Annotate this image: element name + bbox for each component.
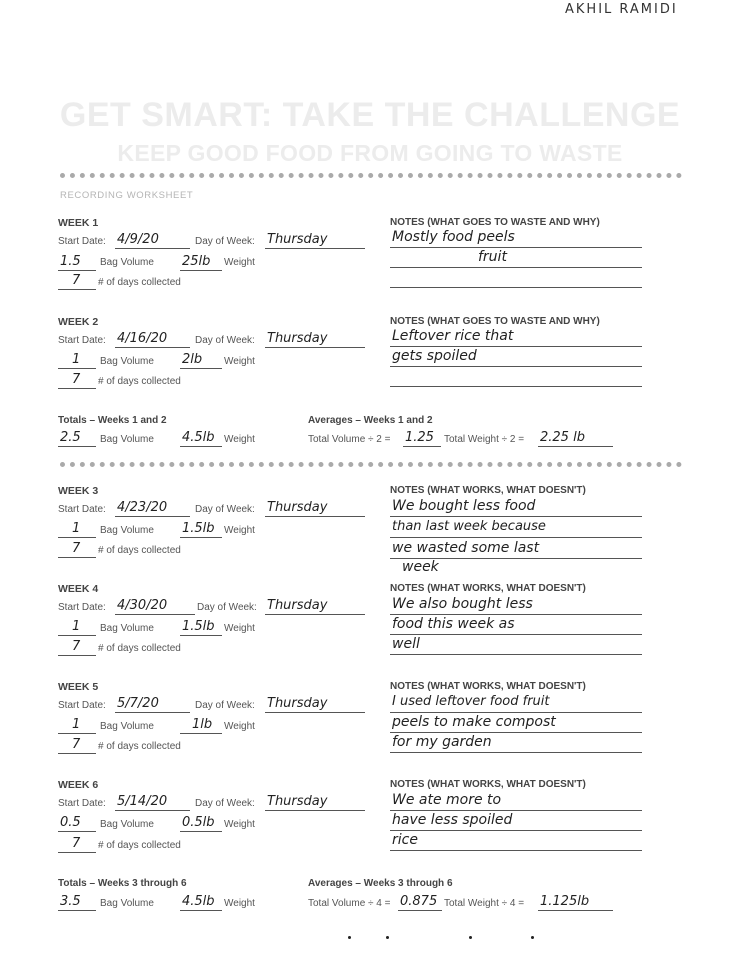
bag-volume-label: Bag Volume	[100, 356, 154, 367]
totals-1-2-bag-volume[interactable]: 2.5	[58, 430, 96, 447]
week-2-notes-heading: NOTES (WHAT GOES TO WASTE AND WHY)	[390, 316, 600, 327]
totals-1-2-weight[interactable]: 4.5lb	[180, 430, 222, 447]
total-weight-div4-label: Total Weight ÷ 4 =	[444, 898, 525, 909]
day-of-week-label: Day of Week:	[195, 504, 255, 515]
week-4-note-line-2[interactable]: food this week as	[390, 615, 642, 635]
averages-1-2-volume[interactable]: 1.25	[403, 430, 441, 447]
week-1-title: WEEK 1	[58, 217, 99, 229]
weight-label: Weight	[224, 623, 255, 634]
week-5-notes-heading: NOTES (WHAT WORKS, WHAT DOESN'T)	[390, 681, 586, 692]
dotted-divider	[60, 462, 682, 467]
weight-label: Weight	[224, 721, 255, 732]
start-date-label: Start Date:	[58, 236, 106, 247]
bag-volume-label: Bag Volume	[100, 257, 154, 268]
dotted-divider	[60, 173, 682, 178]
week-1-bag-volume[interactable]: 1.5	[58, 254, 96, 271]
week-2-days[interactable]: 7	[58, 372, 96, 389]
week-3-bag-volume[interactable]: 1	[58, 521, 96, 538]
week-4-weight[interactable]: 1.5lb	[180, 619, 222, 636]
stray-dot	[348, 936, 351, 939]
averages-3-6-title: Averages – Weeks 3 through 6	[308, 878, 453, 889]
week-5-day[interactable]: Thursday	[265, 696, 365, 713]
days-collected-label: # of days collected	[98, 741, 181, 752]
total-volume-div2-label: Total Volume ÷ 2 =	[308, 434, 391, 445]
averages-3-6-volume[interactable]: 0.875	[398, 894, 442, 911]
week-1-days[interactable]: 7	[58, 273, 96, 290]
bag-volume-label: Bag Volume	[100, 623, 154, 634]
totals-1-2-title: Totals – Weeks 1 and 2	[58, 415, 167, 426]
start-date-label: Start Date:	[58, 504, 106, 515]
week-4-note-line-1[interactable]: We also bought less	[390, 595, 642, 615]
day-of-week-label: Day of Week:	[195, 700, 255, 711]
week-3-days[interactable]: 7	[58, 541, 96, 558]
days-collected-label: # of days collected	[98, 545, 181, 556]
weight-label: Weight	[224, 898, 255, 909]
week-6-weight[interactable]: 0.5lb	[180, 815, 222, 832]
weight-label: Weight	[224, 356, 255, 367]
week-2-note-line-3[interactable]	[390, 367, 642, 387]
week-4-days[interactable]: 7	[58, 639, 96, 656]
week-3-title: WEEK 3	[58, 485, 99, 497]
weight-label: Weight	[224, 257, 255, 268]
averages-3-6-weight[interactable]: 1.125lb	[538, 894, 613, 911]
week-6-title: WEEK 6	[58, 779, 99, 791]
week-6-day[interactable]: Thursday	[265, 794, 365, 811]
stray-dot	[386, 936, 389, 939]
week-3-note-line-1[interactable]: We bought less food	[390, 497, 642, 517]
stray-dot	[469, 936, 472, 939]
week-6-bag-volume[interactable]: 0.5	[58, 815, 96, 832]
week-5-start-date[interactable]: 5/7/20	[115, 696, 190, 713]
totals-3-6-bag-volume[interactable]: 3.5	[58, 894, 96, 911]
bag-volume-label: Bag Volume	[100, 819, 154, 830]
week-4-day[interactable]: Thursday	[265, 598, 365, 615]
worksheet-label: RECORDING WORKSHEET	[60, 190, 194, 201]
week-6-start-date[interactable]: 5/14/20	[115, 794, 190, 811]
page-subtitle: KEEP GOOD FOOD FROM GOING TO WASTE	[117, 140, 623, 166]
week-2-note-line-1[interactable]: Leftover rice that	[390, 327, 642, 347]
week-3-note-line-4: week	[402, 559, 439, 575]
days-collected-label: # of days collected	[98, 277, 181, 288]
day-of-week-label: Day of Week:	[197, 602, 257, 613]
week-6-note-line-3[interactable]: rice	[390, 831, 642, 851]
week-5-note-line-1[interactable]: I used leftover food fruit	[390, 693, 642, 713]
weight-label: Weight	[224, 525, 255, 536]
week-2-bag-volume[interactable]: 1	[58, 352, 96, 369]
week-1-notes-heading: NOTES (WHAT GOES TO WASTE AND WHY)	[390, 217, 600, 228]
week-4-title: WEEK 4	[58, 583, 99, 595]
week-6-note-line-1[interactable]: We ate more to	[390, 791, 642, 811]
week-1-weight[interactable]: 25lb	[180, 254, 222, 271]
days-collected-label: # of days collected	[98, 840, 181, 851]
total-volume-div4-label: Total Volume ÷ 4 =	[308, 898, 391, 909]
days-collected-label: # of days collected	[98, 643, 181, 654]
page-title: GET SMART: TAKE THE CHALLENGE	[59, 96, 681, 134]
week-2-start-date[interactable]: 4/16/20	[115, 331, 190, 348]
week-4-notes-heading: NOTES (WHAT WORKS, WHAT DOESN'T)	[390, 583, 586, 594]
day-of-week-label: Day of Week:	[195, 798, 255, 809]
week-5-bag-volume[interactable]: 1	[58, 717, 96, 734]
week-1-note-line-2[interactable]: fruit	[390, 248, 642, 268]
bag-volume-label: Bag Volume	[100, 525, 154, 536]
student-name: AKHIL RAMIDI	[565, 2, 678, 17]
week-3-day[interactable]: Thursday	[265, 500, 365, 517]
start-date-label: Start Date:	[58, 602, 106, 613]
start-date-label: Start Date:	[58, 700, 106, 711]
week-3-note-line-3[interactable]: we wasted some last	[390, 539, 642, 559]
start-date-label: Start Date:	[58, 798, 106, 809]
week-5-note-line-2[interactable]: peels to make compost	[390, 713, 642, 733]
bag-volume-label: Bag Volume	[100, 721, 154, 732]
week-6-note-line-2[interactable]: have less spoiled	[390, 811, 642, 831]
week-5-note-line-3[interactable]: for my garden	[390, 733, 642, 753]
week-3-notes-heading: NOTES (WHAT WORKS, WHAT DOESN'T)	[390, 485, 586, 496]
averages-1-2-weight[interactable]: 2.25 lb	[538, 430, 613, 447]
week-5-weight[interactable]: 1lb	[180, 717, 222, 734]
week-1-note-line-3[interactable]	[390, 268, 642, 288]
days-collected-label: # of days collected	[98, 376, 181, 387]
week-4-start-date[interactable]: 4/30/20	[115, 598, 195, 615]
bag-volume-label: Bag Volume	[100, 434, 154, 445]
stray-dot	[531, 936, 534, 939]
week-6-notes-heading: NOTES (WHAT WORKS, WHAT DOESN'T)	[390, 779, 586, 790]
week-2-title: WEEK 2	[58, 316, 99, 328]
week-3-note-line-2[interactable]: than last week because	[390, 518, 642, 538]
week-2-note-line-2[interactable]: gets spoiled	[390, 347, 642, 367]
week-5-title: WEEK 5	[58, 681, 99, 693]
totals-3-6-weight[interactable]: 4.5lb	[180, 894, 222, 911]
week-1-start-date[interactable]: 4/9/20	[115, 232, 190, 249]
week-3-start-date[interactable]: 4/23/20	[115, 500, 190, 517]
week-1-note-line-1[interactable]: Mostly food peels	[390, 228, 642, 248]
total-weight-div2-label: Total Weight ÷ 2 =	[444, 434, 525, 445]
day-of-week-label: Day of Week:	[195, 236, 255, 247]
week-6-days[interactable]: 7	[58, 836, 96, 853]
totals-3-6-title: Totals – Weeks 3 through 6	[58, 878, 187, 889]
weight-label: Weight	[224, 434, 255, 445]
week-2-weight[interactable]: 2lb	[180, 352, 222, 369]
week-5-days[interactable]: 7	[58, 737, 96, 754]
week-2-day[interactable]: Thursday	[265, 331, 365, 348]
week-3-weight[interactable]: 1.5lb	[180, 521, 222, 538]
week-1-day[interactable]: Thursday	[265, 232, 365, 249]
averages-1-2-title: Averages – Weeks 1 and 2	[308, 415, 433, 426]
week-4-note-line-3[interactable]: well	[390, 635, 642, 655]
week-4-bag-volume[interactable]: 1	[58, 619, 96, 636]
day-of-week-label: Day of Week:	[195, 335, 255, 346]
bag-volume-label: Bag Volume	[100, 898, 154, 909]
weight-label: Weight	[224, 819, 255, 830]
start-date-label: Start Date:	[58, 335, 106, 346]
